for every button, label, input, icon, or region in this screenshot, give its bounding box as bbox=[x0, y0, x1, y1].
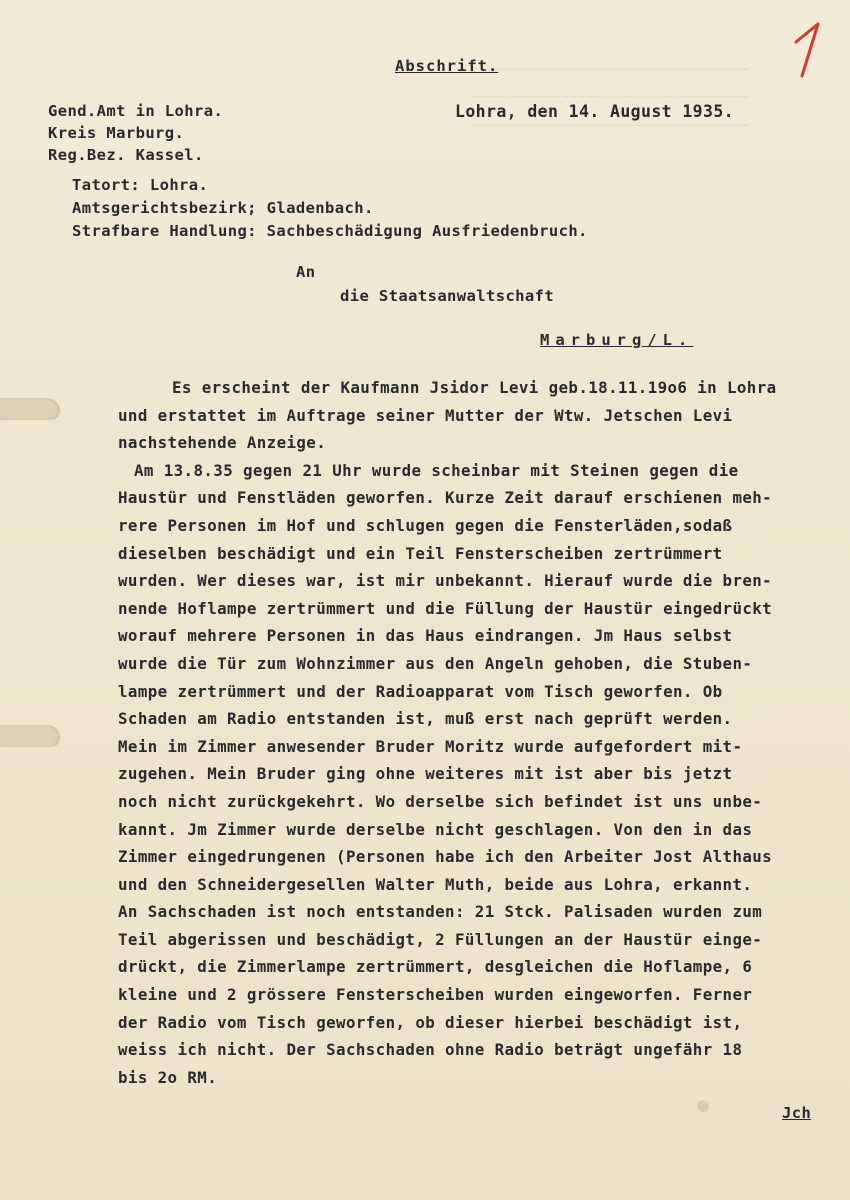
body-line: Schaden am Radio entstanden ist, muß erst nach geprüft werden. bbox=[118, 709, 733, 729]
body-line: weiss ich nicht. Der Sachschaden ohne Radio beträgt ungefähr 18 bbox=[118, 1040, 743, 1060]
court-district: Amtsgerichtsbezirk; Gladenbach. bbox=[72, 199, 374, 217]
body-line: worauf mehrere Personen in das Haus eindrangen. Jm Haus selbst bbox=[118, 626, 733, 646]
body-line: nachstehende Anzeige. bbox=[118, 433, 327, 453]
sender-region: Reg.Bez. Kassel. bbox=[48, 146, 204, 164]
crime-scene: Tatort: Lohra. bbox=[72, 176, 209, 194]
document-title: Abschrift. bbox=[395, 57, 499, 75]
body-line: Zimmer eingedrungenen (Personen habe ich den Arbeiter Jost Althaus bbox=[118, 847, 773, 867]
body-line: kleine und 2 grössere Fensterscheiben wurden eingeworfen. Ferner bbox=[118, 985, 753, 1005]
body-line: und erstattet im Auftrage seiner Mutter der Wtw. Jetschen Levi bbox=[118, 405, 733, 425]
recipient-name: die Staatsanwaltschaft bbox=[340, 287, 555, 305]
body-line: Haustür und Fenstläden geworfen. Kurze Zeit darauf erschienen meh- bbox=[118, 488, 773, 508]
paper-stain bbox=[697, 1100, 709, 1112]
body-line: noch nicht zurückgekehrt. Wo derselbe sich befindet ist uns unbe- bbox=[118, 791, 763, 811]
sender-district: Kreis Marburg. bbox=[48, 124, 185, 142]
body-line: An Sachschaden ist noch entstanden: 21 Stck. Palisaden wurden zum bbox=[118, 902, 763, 922]
recipient-an: An bbox=[296, 263, 316, 281]
body-line: kannt. Jm Zimmer wurde derselbe nicht geschlagen. Von den in das bbox=[118, 819, 753, 839]
body-line: nende Hoflampe zertrümmert und die Füllung der Haustür eingedrückt bbox=[118, 598, 773, 618]
body-line: zugehen. Mein Bruder ging ohne weiteres mit ist aber bis jetzt bbox=[118, 764, 733, 784]
body-line: dieselben beschädigt und ein Teil Fensterscheiben zertrümmert bbox=[118, 543, 723, 563]
bleed-through-text: ~~~~~~~~~~~~~~~~~~~~~~~~~~~~~~~~~~ bbox=[470, 90, 750, 105]
body-line: Am 13.8.35 gegen 21 Uhr wurde scheinbar mit Steinen gegen die bbox=[134, 460, 739, 480]
body-line: rere Personen im Hof und schlugen gegen die Fensterläden,sodaß bbox=[118, 515, 733, 535]
offense: Strafbare Handlung: Sachbeschädigung Ausfriedenbruch. bbox=[72, 222, 588, 240]
body-line: lampe zertrümmert und der Radioapparat vom Tisch geworfen. Ob bbox=[118, 681, 723, 701]
closing-word: Jch bbox=[782, 1104, 812, 1122]
place-date: Lohra, den 14. August 1935. bbox=[455, 102, 735, 121]
sender-office: Gend.Amt in Lohra. bbox=[48, 102, 224, 120]
handwritten-page-number bbox=[788, 20, 828, 80]
body-line: drückt, die Zimmerlampe zertrümmert, desgleichen die Hoflampe, 6 bbox=[118, 957, 753, 977]
torn-edge bbox=[0, 398, 60, 420]
bleed-through-text: ~~~~~~~~~~~~~~~~~~~~~~~~~~~~~~~~~~ bbox=[470, 62, 750, 77]
torn-edge bbox=[0, 725, 60, 747]
body-line: bis 2o RM. bbox=[118, 1067, 218, 1087]
body-line: wurde die Tür zum Wohnzimmer aus den Angeln gehoben, die Stuben- bbox=[118, 653, 753, 673]
recipient-city: Marburg/L. bbox=[540, 331, 694, 349]
report-body bbox=[118, 374, 848, 1091]
body-line: Teil abgerissen und beschädigt, 2 Füllungen an der Haustür einge- bbox=[118, 929, 763, 949]
bleed-through-text: ~~~~~~~~~~~~~~~~~~~~~~~~~~~~~~~~~~ bbox=[470, 118, 750, 133]
body-line: und den Schneidergesellen Walter Muth, beide aus Lohra, erkannt. bbox=[118, 874, 753, 894]
body-line: wurden. Wer dieses war, ist mir unbekannt. Hierauf wurde die bren- bbox=[118, 571, 773, 591]
body-line: Mein im Zimmer anwesender Bruder Moritz wurde aufgefordert mit- bbox=[118, 736, 743, 756]
body-line: Es erscheint der Kaufmann Jsidor Levi geb.18.11.19o6 in Lohra bbox=[172, 378, 777, 397]
body-line: der Radio vom Tisch geworfen, ob dieser hierbei beschädigt ist, bbox=[118, 1012, 743, 1032]
